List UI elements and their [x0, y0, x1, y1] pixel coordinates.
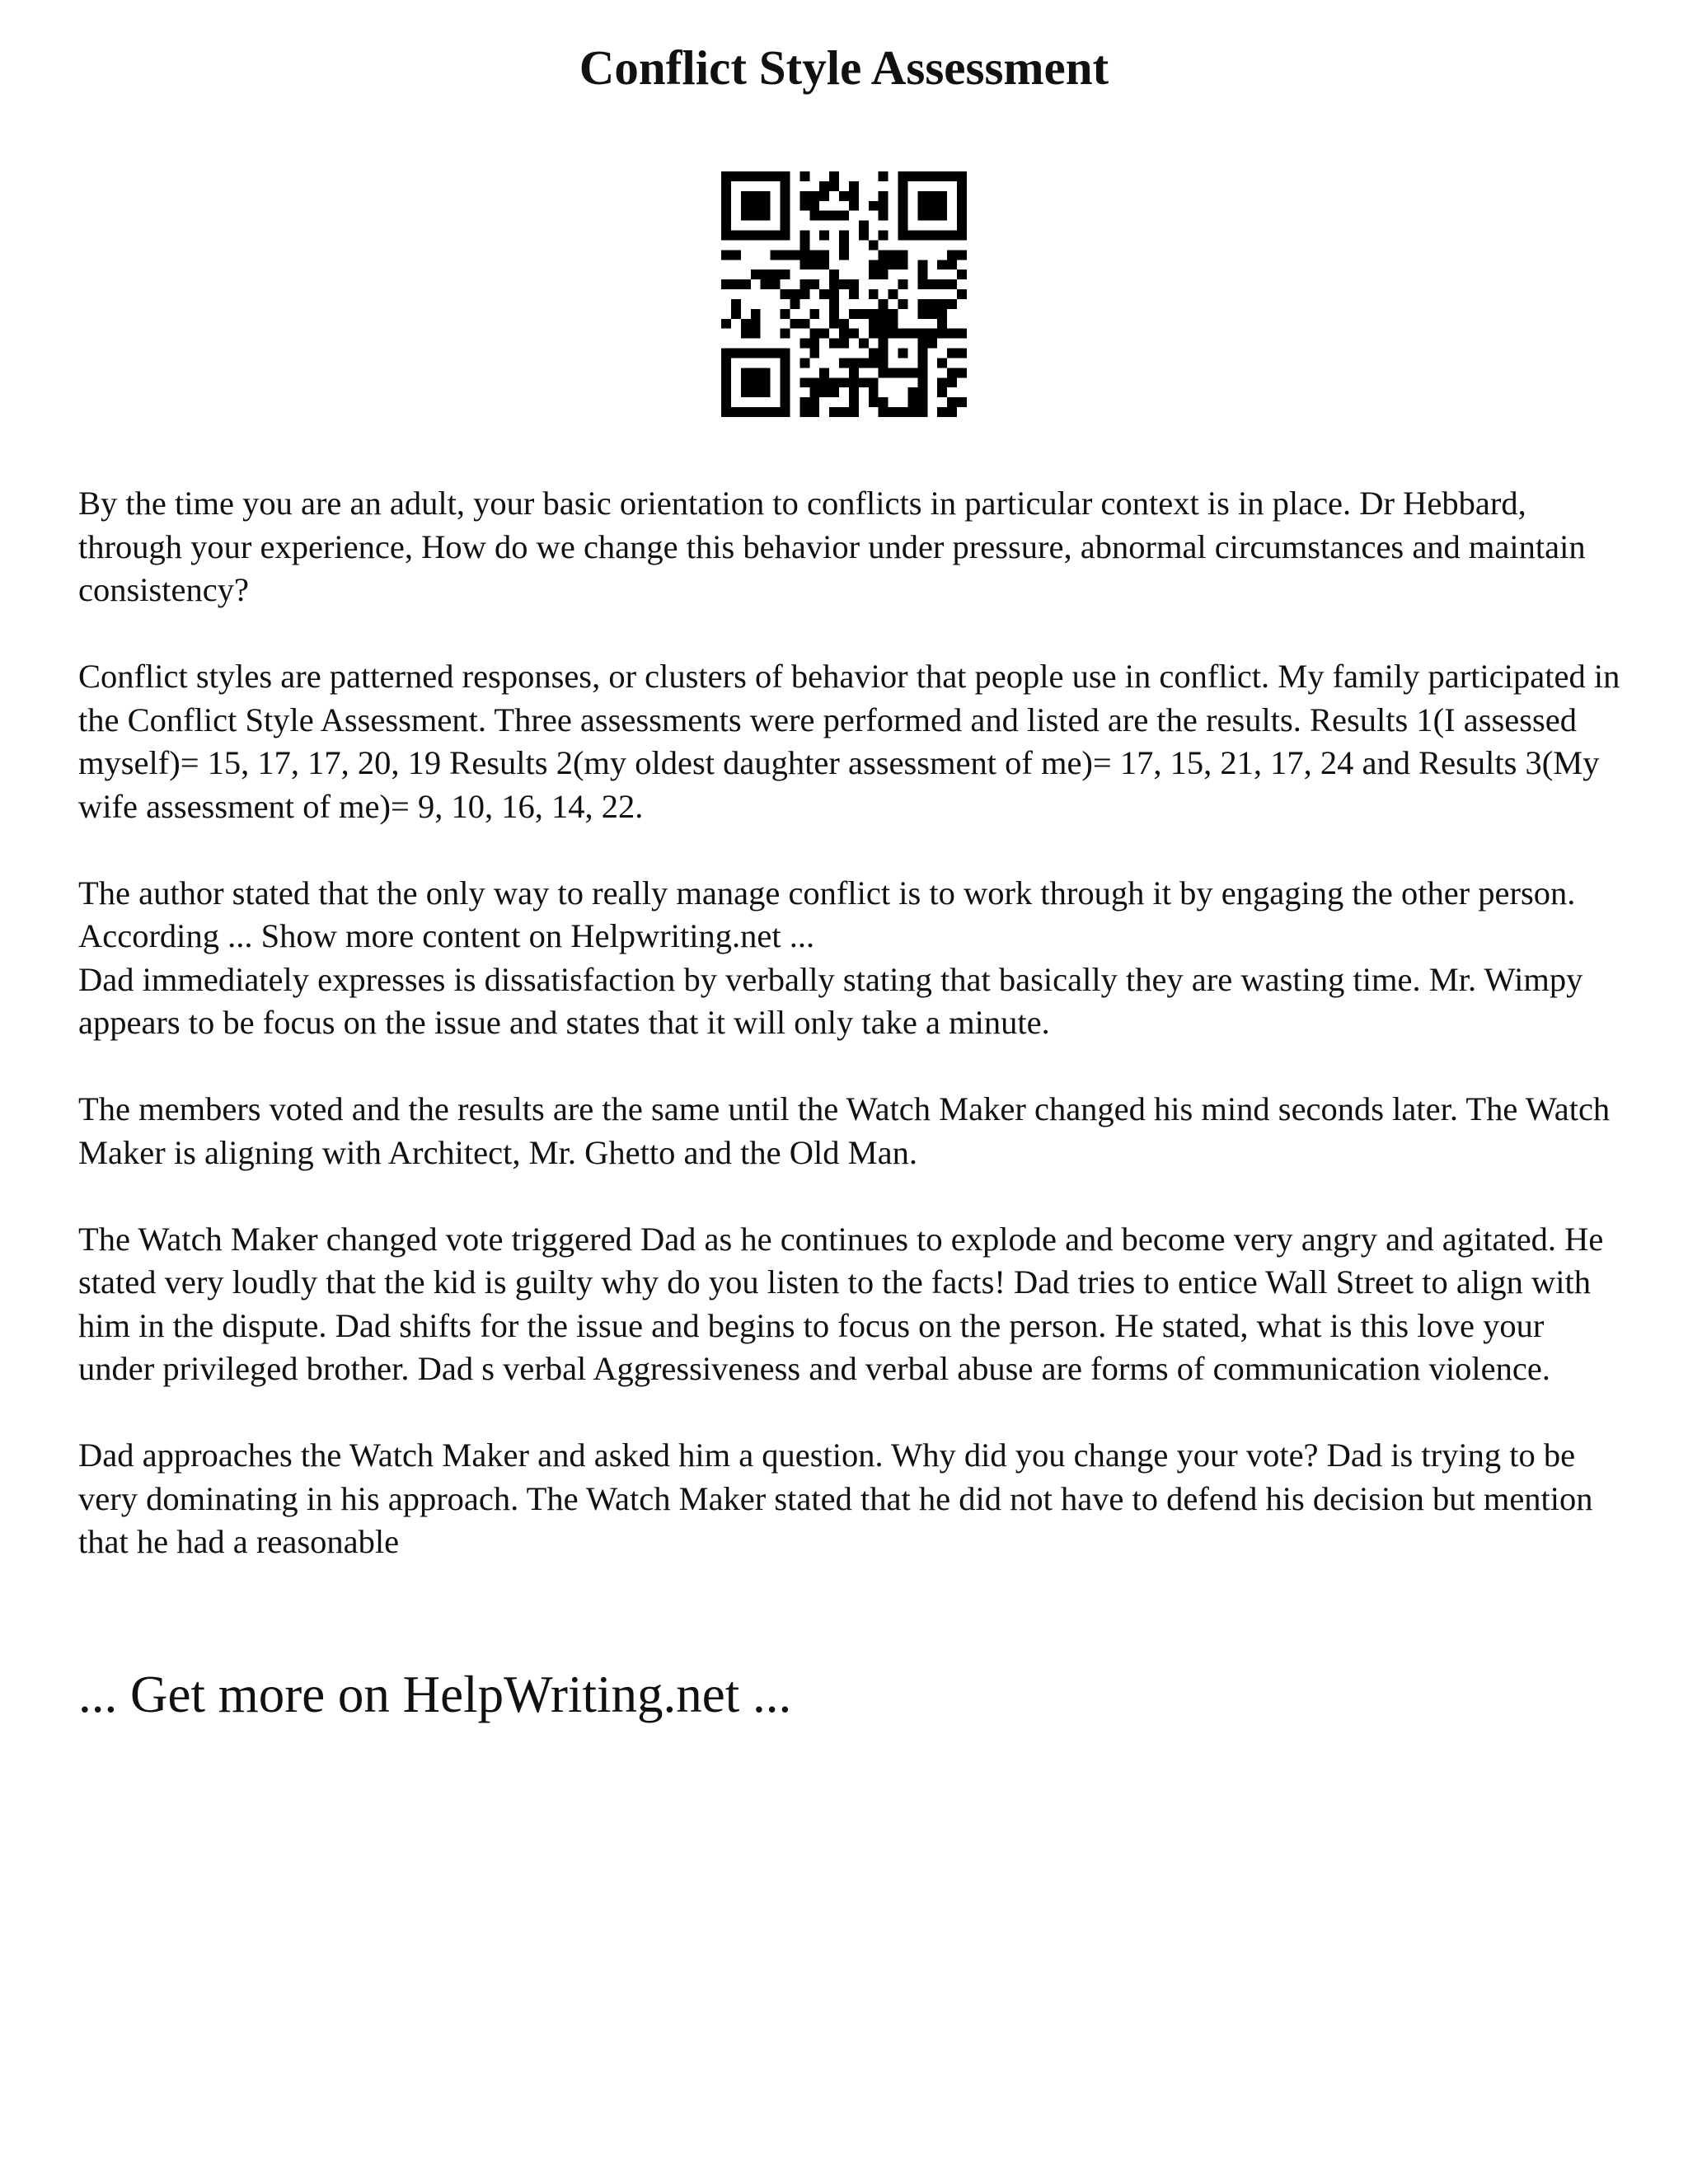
page-title: Conflict Style Assessment	[579, 40, 1109, 95]
paragraph-dad-approaches: Dad approaches the Watch Maker and asked him a question. Why did you change your vote? Dad is trying to be very dominating in his approach. The Watch Maker stated that he did not have to defend his decision but mention that he had a reasonable	[78, 1436, 1593, 1560]
qr-code-icon	[721, 171, 967, 417]
paragraph-conflict-styles: Conflict styles are patterned responses, or clusters of behavior that people use in conflict. My family participated in the Conflict Style Assessment. Three assessments were performed and listed are the results. Results 1(I assessed myself)= 15, 17, 17, 20, 19 Results 2(my oldest daughter assessment of me)= 17, 15, 21, 17, 24 and Results 3(My wife assessment of me)= 9, 10, 16, 14, 22.	[78, 658, 1620, 825]
paragraph-intro: By the time you are an adult, your basic orientation to conflicts in particular context is in place. Dr Hebbard, through your experience, How do we change this behavior under pressure, abnormal circumstances and maintain consistency?	[78, 485, 1586, 608]
paragraph-dad-dissatisfaction: Dad immediately expresses is dissatisfaction by verbally stating that basically they are wasting time. Mr. Wimpy appears to be focus on the issue and states that it will only take a minute.	[78, 960, 1583, 1041]
paragraph-author-statement: The author stated that the only way to really manage conflict is to work through it by engaging the other person. According ... Show more content on Helpwriting.net ...	[78, 874, 1576, 954]
document-body	[78, 482, 1628, 1607]
paragraph-watch-maker-vote: The Watch Maker changed vote triggered Dad as he continues to explode and become very angry and agitated. He stated very loudly that the kid is guilty why do you listen to the facts! Dad tries to entice Wall Street to align with him in the dispute. Dad shifts for the issue and begins to focus on the person. He stated, what is this love your under privileged brother. Dad s verbal Aggressiveness and verbal abuse are forms of communication violence.	[78, 1220, 1604, 1387]
qr-code-graphic	[721, 171, 967, 417]
paragraph-members-voted: The members voted and the results are the same until the Watch Maker changed his mind seconds later. The Watch Maker is aligning with Architect, Mr. Ghetto and the Old Man.	[78, 1090, 1611, 1171]
get-more-link[interactable]: ... Get more on HelpWriting.net ...	[78, 1666, 792, 1723]
